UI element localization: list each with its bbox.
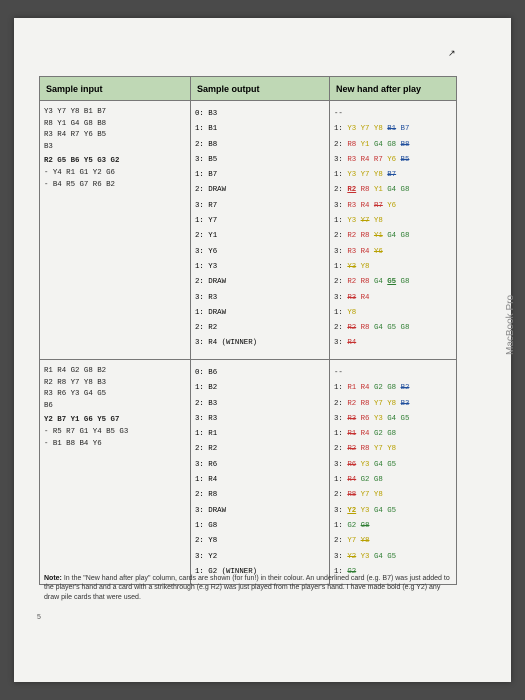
output-line (195, 245, 325, 260)
card-text: G4 G5 (373, 552, 397, 561)
card-text: 3: (334, 201, 348, 210)
card-text: B3 (400, 399, 410, 408)
card-text: 1: (334, 125, 348, 134)
input-line (44, 107, 186, 119)
card-text: 1: (334, 476, 348, 485)
card-text: 3: (334, 552, 348, 561)
card-text: 1: (334, 567, 348, 576)
card-text: -- (334, 369, 343, 377)
output-line (195, 306, 325, 321)
output-line (195, 366, 325, 381)
output-line (195, 412, 325, 427)
card-text: 2: (334, 537, 348, 546)
output-line (195, 138, 325, 153)
card-text: G2 G8 (373, 430, 397, 439)
card-text: B7 (387, 171, 397, 180)
output-line (195, 504, 325, 519)
card-text: R1 R4 G2 G8 B2 (44, 367, 107, 375)
hand-line (334, 321, 452, 336)
note-text: In the "New hand after play" column, cards are shown (for fun!) in their colour. An underlined card (e.g. B7) was just added to the player's hand and a card with a strikethrough (e.g R2) was just played from the player's hand. I have made bold (e.g Y2) any draw pile cards that were used. (44, 575, 450, 601)
hand-line (334, 336, 452, 351)
output-text: 0: B3 (195, 110, 218, 118)
output-text: 3: R4 (WINNER) (195, 339, 258, 348)
hand-cell (330, 101, 457, 360)
page-number: 5 (37, 614, 41, 621)
input-line (44, 439, 186, 451)
card-text: 3: (334, 414, 348, 423)
card-text: 1: (334, 521, 348, 530)
output-line (195, 534, 325, 549)
output-text: 1: B2 (195, 384, 218, 393)
card-text: 2: (334, 324, 348, 333)
card-text: 2: (334, 232, 348, 241)
card-text: R3 R4 R7 (347, 155, 388, 164)
card-text: Y1 (373, 232, 383, 241)
hand-line (334, 275, 452, 290)
output-text: 1: G2 (WINNER) (195, 567, 258, 576)
card-text: 3: (334, 339, 348, 348)
header-sample-input: Sample input (40, 77, 191, 101)
card-text: G4 (373, 278, 388, 287)
card-text: R2 G5 B6 Y5 G3 G2 (44, 157, 120, 166)
input-line (44, 119, 186, 131)
input-line (44, 156, 186, 168)
card-text: Y3 Y7 Y8 B1 B7 (44, 108, 107, 116)
card-text: Y7 (360, 217, 370, 226)
table-header-row (40, 77, 457, 101)
card-text: G2 (347, 521, 361, 530)
card-text: R3 (347, 293, 357, 302)
input-line (44, 168, 186, 180)
output-cell (191, 360, 330, 585)
card-text: Y7 (347, 537, 361, 546)
input-line (44, 389, 186, 401)
card-text: Y7 Y8 (373, 399, 401, 408)
card-text: R2 R8 (347, 399, 374, 408)
input-line (44, 401, 186, 413)
hand-line (334, 291, 452, 306)
card-text: Y6 (373, 247, 383, 256)
card-text: R4 (356, 430, 374, 439)
card-text: Y7 Y8 (356, 491, 383, 500)
card-text: R7 (373, 201, 383, 210)
input-cell (40, 360, 191, 585)
card-text: Y3 Y7 Y8 (347, 171, 388, 180)
output-line (195, 442, 325, 457)
card-text: Y2 (347, 506, 357, 515)
output-text: 1: B7 (195, 171, 218, 180)
input-line (44, 378, 186, 390)
hand-line (334, 427, 452, 442)
card-text: 2: (334, 278, 348, 287)
hand-line (334, 214, 452, 229)
output-text: 3: DRAW (195, 506, 227, 515)
output-text: 1: Y3 (195, 262, 218, 271)
output-text: 3: Y6 (195, 247, 218, 256)
output-text: 3: R7 (195, 201, 218, 210)
card-text: - Y4 R1 G1 Y2 G6 (44, 168, 115, 177)
card-text: 1: (334, 308, 348, 317)
output-text: 2: R2 (195, 324, 218, 333)
card-text: R2 R8 (347, 278, 374, 287)
card-text: R8 Y1 G4 G8 B8 (44, 119, 107, 128)
document-page (14, 18, 511, 682)
card-text: Y7 Y8 (373, 445, 397, 454)
card-text: 1: (334, 217, 348, 226)
card-text: R1 (347, 430, 357, 439)
output-text: 2: Y8 (195, 537, 218, 546)
output-text: 1: DRAW (195, 308, 227, 317)
output-line (195, 427, 325, 442)
card-text: B3 (44, 142, 53, 151)
card-text: Y3 (356, 506, 374, 515)
output-line (195, 291, 325, 306)
header-sample-output: Sample output (191, 77, 330, 101)
output-text: 3: Y2 (195, 552, 218, 561)
card-text: - B1 B8 B4 Y6 (44, 439, 102, 448)
card-text: G4 G5 (373, 506, 397, 515)
card-text: 2: (334, 399, 348, 408)
input-line (44, 130, 186, 142)
card-text: R2 R8 Y7 Y8 B3 (44, 378, 107, 387)
hand-line (334, 260, 452, 275)
hand-line (334, 519, 452, 534)
card-text: G4 G8 (382, 232, 410, 241)
card-text: 2: (334, 445, 348, 454)
hand-line (334, 488, 452, 503)
output-text: 2: R2 (195, 445, 218, 454)
output-text: 1: B1 (195, 125, 218, 134)
card-text: R3 R6 Y3 G4 G5 (44, 390, 107, 399)
card-text: Y3 (356, 460, 374, 469)
output-text: 2: B8 (195, 140, 218, 149)
hand-line (334, 229, 452, 244)
card-text: Y8 (369, 217, 383, 226)
sample-table (39, 76, 457, 585)
card-text: 3: (334, 155, 348, 164)
card-text: Y2 (347, 552, 357, 561)
hand-line (334, 107, 452, 122)
card-text: R6 (356, 414, 374, 423)
input-line (44, 415, 186, 427)
card-text: R2 (347, 324, 357, 333)
output-line (195, 214, 325, 229)
hand-line (334, 153, 452, 168)
hand-line (334, 245, 452, 260)
output-line (195, 473, 325, 488)
output-line (195, 260, 325, 275)
output-line (195, 199, 325, 214)
hand-line (334, 473, 452, 488)
card-text: R1 R4 (347, 384, 374, 393)
hand-line (334, 458, 452, 473)
output-line (195, 550, 325, 565)
output-text: 2: DRAW (195, 186, 227, 195)
output-text: 1: Y7 (195, 217, 218, 226)
note-paragraph (44, 574, 454, 602)
output-line (195, 381, 325, 396)
card-text: Y3 (347, 217, 361, 226)
laptop-brand-label: MacBook Pro (505, 294, 516, 355)
output-line (195, 458, 325, 473)
card-text: R4 (347, 476, 357, 485)
card-text: G4 G5 (387, 414, 410, 423)
hand-line (334, 366, 452, 381)
card-text: R3 R4 (347, 201, 374, 210)
output-line (195, 229, 325, 244)
input-line (44, 427, 186, 439)
hand-line (334, 122, 452, 137)
card-text: B7 (396, 125, 410, 134)
output-line (195, 168, 325, 183)
hand-line (334, 412, 452, 427)
output-line (195, 122, 325, 137)
card-text: Y3 (356, 552, 374, 561)
card-text: G5 (387, 278, 397, 287)
input-line (44, 180, 186, 192)
card-text: G2 G8 (373, 384, 401, 393)
card-text: G2 (347, 567, 357, 576)
hand-cell (330, 360, 457, 585)
header-new-hand: New hand after play (330, 77, 457, 101)
hand-line (334, 442, 452, 457)
card-text: B6 (44, 401, 53, 410)
note-label: Note: (44, 575, 62, 582)
card-text: Y1 (373, 186, 388, 195)
card-text: Y8 (347, 308, 357, 317)
card-text: 3: (334, 247, 348, 256)
card-text: Y6 (382, 201, 397, 210)
output-text: 2: Y1 (195, 232, 218, 241)
card-text: Y8 (356, 262, 370, 271)
card-text: R8 (356, 186, 374, 195)
card-text: R4 (347, 339, 357, 348)
card-text: R8 (356, 445, 374, 454)
card-text: B8 (400, 140, 410, 149)
card-text: -- (334, 110, 343, 118)
card-text: Y3 (373, 414, 388, 423)
card-text: G4 G5 (373, 460, 397, 469)
output-cell (191, 101, 330, 360)
output-text: 1: R4 (195, 476, 218, 485)
card-text: B1 (387, 125, 397, 134)
card-text: 3: (334, 460, 348, 469)
card-text: Y2 B7 Y1 G6 Y5 G7 (44, 416, 120, 425)
input-line (44, 142, 186, 154)
card-text: R2 R8 (347, 232, 374, 241)
card-text: Y8 (360, 537, 370, 546)
card-text: R6 (347, 460, 357, 469)
output-line (195, 275, 325, 290)
hand-line (334, 199, 452, 214)
hand-line (334, 504, 452, 519)
card-text: 2: (334, 186, 348, 195)
card-text: R2 (347, 445, 357, 454)
card-text: R8 (356, 324, 374, 333)
card-text: G8 (360, 521, 370, 530)
input-line (44, 366, 186, 378)
card-text: R4 (356, 293, 370, 302)
card-text: 1: (334, 171, 348, 180)
output-text: 2: DRAW (195, 278, 227, 287)
hand-line (334, 168, 452, 183)
output-text: 1: G8 (195, 521, 218, 530)
card-text: Y1 (360, 140, 374, 149)
hand-line (334, 534, 452, 549)
card-text: R8 (347, 140, 361, 149)
output-line (195, 488, 325, 503)
output-line (195, 107, 325, 122)
hand-line (334, 381, 452, 396)
card-text: Y3 Y7 Y8 (347, 125, 388, 134)
output-line (195, 519, 325, 534)
card-text: 1: (334, 262, 348, 271)
output-text: 3: R3 (195, 414, 218, 423)
output-text: 3: R6 (195, 460, 218, 469)
card-text: 1: (334, 430, 348, 439)
output-text: 3: B5 (195, 155, 218, 164)
hand-line (334, 138, 452, 153)
input-cell (40, 101, 191, 360)
card-text: R3 R4 R7 Y6 B5 (44, 131, 107, 140)
card-text: - B4 R5 G7 R6 B2 (44, 180, 115, 189)
card-text: B2 (400, 384, 410, 393)
hand-line (334, 306, 452, 321)
output-text: 2: B3 (195, 399, 218, 408)
card-text: Y6 (387, 155, 401, 164)
table-row (40, 101, 457, 360)
output-line (195, 153, 325, 168)
card-text: R8 (347, 491, 357, 500)
output-text: 1: R1 (195, 430, 218, 439)
card-text: - R5 R7 G1 Y4 B5 G3 (44, 427, 129, 436)
card-text: 3: (334, 506, 348, 515)
output-text: 2: R8 (195, 491, 218, 500)
arrow-mark: ↗ (448, 48, 456, 58)
card-text: G8 (396, 278, 410, 287)
output-line (195, 183, 325, 198)
hand-line (334, 397, 452, 412)
card-text: G4 G8 (387, 186, 410, 195)
card-text: 3: (334, 293, 348, 302)
table-row (40, 360, 457, 585)
output-line (195, 336, 325, 351)
output-text: 0: B6 (195, 369, 218, 377)
output-line (195, 397, 325, 412)
card-text: 1: (334, 384, 348, 393)
card-text: 2: (334, 140, 348, 149)
card-text: R3 R4 (347, 247, 374, 256)
card-text: G4 G5 G8 (373, 324, 410, 333)
card-text: Y3 (347, 262, 357, 271)
hand-line (334, 183, 452, 198)
card-text: R3 (347, 414, 357, 423)
output-line (195, 321, 325, 336)
card-text: G2 G8 (356, 476, 383, 485)
hand-line (334, 550, 452, 565)
output-text: 3: R3 (195, 293, 218, 302)
card-text: G4 G8 (373, 140, 401, 149)
card-text: 2: (334, 491, 348, 500)
card-text: B5 (400, 155, 410, 164)
card-text: R2 (347, 186, 357, 195)
